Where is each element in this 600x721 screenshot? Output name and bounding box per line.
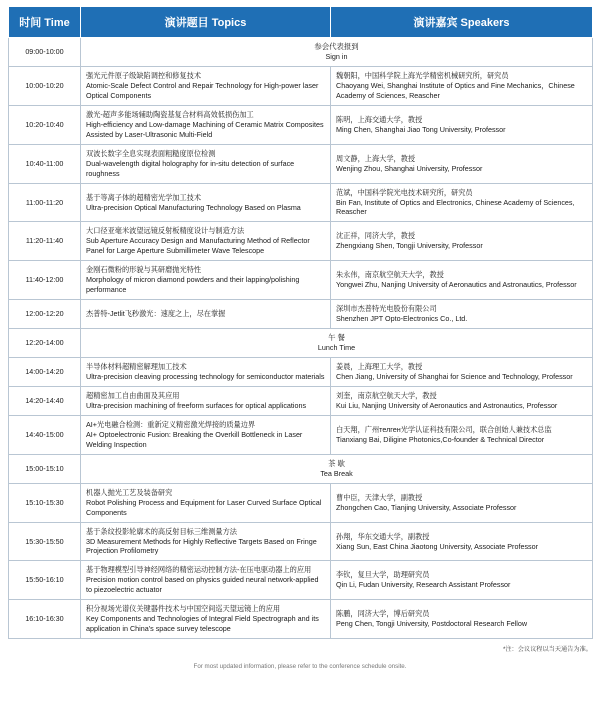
row-speaker — [331, 144, 593, 183]
row-topic-en: Sub Aperture Accuracy Design and Manufacturing Method of Reflector Panel for Large Aperture Submillimeter Wave Telescope — [86, 236, 310, 256]
row-time: 12:20-14:00 — [9, 328, 81, 357]
row-topic-cn: AI+光电融合检测：重新定义精密激光焊接的质量边界 — [86, 419, 256, 429]
row-speaker-en: Zhongchen Cao, Tianjing University, Associate Professor — [336, 502, 517, 512]
row-full-cell — [81, 38, 593, 67]
row-speaker-en: Wenjing Zhou, Shanghai University, Professor — [336, 163, 483, 173]
table-row — [9, 38, 593, 67]
row-topic — [81, 358, 331, 387]
row-topic-en: Atomic-Scale Defect Control and Repair Technology for High-power laser Optical Components — [86, 81, 319, 101]
row-speaker — [331, 261, 593, 300]
row-speaker-cn: 刘奎，南京航空航天大学，教授 — [336, 390, 437, 400]
table-header — [9, 7, 593, 38]
table-row — [9, 454, 593, 483]
row-speaker-cn: 周文静，上海大学，教授 — [336, 153, 416, 163]
row-topic — [81, 105, 331, 144]
table-row — [9, 144, 593, 183]
row-time: 12:00-12:20 — [9, 300, 81, 329]
row-topic-en: Ultra-precision cleaving processing technology for semiconductor materials — [86, 372, 325, 381]
header-speakers: 演讲嘉宾 Speakers — [331, 7, 593, 38]
row-speaker — [331, 386, 593, 415]
row-time: 10:20-10:40 — [9, 105, 81, 144]
table-row — [9, 261, 593, 300]
row-topic — [81, 522, 331, 561]
row-full-cell — [81, 328, 593, 357]
row-speaker-cn: 孙翔，华东交通大学，副教授 — [336, 531, 430, 541]
header-row — [9, 7, 593, 38]
row-topic-cn: 激光-超声多能场辅助陶瓷基复合材料高效低损伤加工 — [86, 109, 254, 119]
footer-note: For most updated information, please refer to the conference schedule onsite. — [193, 663, 407, 671]
row-time: 15:30-15:50 — [9, 522, 81, 561]
row-time: 10:00-10:20 — [9, 67, 81, 106]
row-full-cn: 茶 歇 — [328, 458, 345, 468]
schedule-table — [8, 6, 593, 639]
row-speaker-en: Shenzhen JPT Opto-Electronics Co., Ltd. — [336, 313, 468, 323]
row-topic-cn: 基于物理模型引导神经网络的精密运动控制方法-在压电驱动器上的应用 — [86, 565, 312, 575]
row-topic-en: Dual-wavelength digital holography for in-situ detection of surface roughness — [86, 158, 295, 178]
row-topic-cn: 大口径亚毫米波望远镜反射板精度设计与制造方法 — [86, 226, 245, 236]
row-speaker-en: Peng Chen, Tongji University, Postdoctoral Research Fellow — [336, 619, 528, 629]
table-row — [9, 522, 593, 561]
row-time: 14:20-14:40 — [9, 386, 81, 415]
row-topic — [81, 261, 331, 300]
row-topic-cn: 半导体材料超精密解理加工技术 — [86, 362, 187, 372]
row-speaker-cn: 李钦，复旦大学，助理研究员 — [336, 570, 430, 580]
table-row — [9, 105, 593, 144]
row-speaker-cn: 沈正祥，同济大学，教授 — [336, 231, 416, 241]
row-topic-en: Precision motion control based on physics guided neural network-applied to piezoelectric actuator — [86, 575, 319, 595]
row-topic-cn: 超精密加工自由曲面及其应用 — [86, 390, 180, 400]
row-time: 09:00-10:00 — [9, 38, 81, 67]
table-row — [9, 415, 593, 454]
row-time: 15:00-15:10 — [9, 454, 81, 483]
row-full-en: Lunch Time — [317, 343, 356, 353]
row-topic — [81, 183, 331, 222]
row-speaker-en: Yongwei Zhu, Nanjing University of Aeronautics and Astronautics, Professor — [336, 280, 577, 290]
row-topic — [81, 561, 331, 600]
row-topic-cn: 金刚石微粉的形貌与其研磨抛光特性 — [86, 265, 202, 275]
row-speaker-cn: 曹中臣，天津大学，副教授 — [336, 492, 423, 502]
row-topic-en: AI+ Optoelectronic Fusion: Breaking the Overkill Bottleneck in Laser Welding Inspection — [86, 429, 303, 449]
row-speaker-en: Chaoyang Wei, Shanghai Institute of Optics and Fine Mechanics，Chinese Academy of Sciences, Reascher — [336, 81, 575, 101]
row-speaker — [331, 415, 593, 454]
table-body — [9, 38, 593, 639]
row-time: 14:00-14:20 — [9, 358, 81, 387]
row-speaker-cn: 朱永伟，南京航空航天大学，教授 — [336, 270, 444, 280]
row-topic — [81, 67, 331, 106]
row-topic-en: High-efficiency and Low-damage Machining of Ceramic Matrix Composites Assisted by Laser-Ultrasonic Multi-Field — [86, 119, 324, 139]
row-topic-cn: 积分视场光谱仪关键器件技术与中国空间巡天望远镜上的应用 — [86, 604, 281, 614]
table-row — [9, 300, 593, 329]
row-time: 10:40-11:00 — [9, 144, 81, 183]
row-full-cn: 参会代表报到 — [314, 42, 359, 51]
header-time: 时间 Time — [9, 7, 81, 38]
row-time: 15:10-15:30 — [9, 483, 81, 522]
row-speaker-cn: 深圳市杰普特光电股份有限公司 — [336, 304, 437, 314]
row-topic-cn: 基于条纹投影轮廓术的高反射目标三维测量方法 — [86, 526, 237, 536]
row-speaker — [331, 483, 593, 522]
table-row — [9, 222, 593, 261]
row-topic-en: 3D Measurement Methods for Highly Reflective Targets Based on Fringe Projection Profilometry — [86, 536, 317, 556]
row-topic — [81, 386, 331, 415]
row-time: 11:40-12:00 — [9, 261, 81, 300]
row-topic-en: Ultra-precision Optical Manufacturing Technology Based on Plasma — [86, 202, 301, 212]
row-topic — [81, 600, 331, 639]
row-full-cell — [81, 454, 593, 483]
row-speaker — [331, 522, 593, 561]
row-speaker-en: Xiang Sun, East China Jiaotong University, Associate Professor — [336, 541, 539, 551]
row-topic-en: Key Components and Technologies of Integral Field Spectrograph and its application in China's space survey telescope — [86, 614, 319, 634]
row-speaker-en: Tianxiang Bai, Diligine Photonics,Co-founder & Technical Director — [336, 434, 545, 444]
row-speaker-en: Chen Jiang, University of Shanghai for Science and Technology, Professor — [336, 372, 573, 381]
row-speaker-en: Bin Fan, Institute of Optics and Electronics, Chinese Academy of Sciences, Reascher — [336, 197, 575, 217]
row-speaker — [331, 67, 593, 106]
row-topic-en: Morphology of micron diamond powders and their lapping/polishing performance — [86, 275, 300, 295]
row-speaker-cn: 范斌，中国科学院光电技术研究所，研究员 — [336, 187, 473, 197]
row-speaker — [331, 600, 593, 639]
row-speaker-cn: 陈鹏，同济大学，博后研究员 — [336, 609, 430, 619]
row-topic — [81, 483, 331, 522]
row-topic — [81, 222, 331, 261]
table-row — [9, 483, 593, 522]
table-row — [9, 183, 593, 222]
row-speaker — [331, 300, 593, 329]
row-full-en: Sign in — [325, 52, 348, 62]
row-topic-cn: 基于等离子体的超精密光学加工技术 — [86, 192, 202, 202]
table-row — [9, 67, 593, 106]
row-full-en: Tea Break — [320, 468, 353, 478]
row-speaker-cn: 魏朝阳，中国科学院上海光学精密机械研究所，研究员 — [336, 71, 509, 81]
row-speaker-en: Qin Li, Fudan University, Research Assistant Professor — [336, 580, 511, 590]
row-speaker-cn: 姜晨，上海理工大学，教授 — [336, 362, 423, 372]
footnote: *注：会议议程以当天通告为准。 — [502, 646, 592, 654]
row-time: 16:10-16:30 — [9, 600, 81, 639]
row-time: 14:40-15:00 — [9, 415, 81, 454]
row-topic — [81, 300, 331, 329]
table-row — [9, 328, 593, 357]
row-full-cn: 午 餐 — [328, 332, 345, 342]
row-speaker — [331, 222, 593, 261]
row-time: 11:20-11:40 — [9, 222, 81, 261]
row-topic-en: Ultra-precision machining of freeform surfaces for optical applications — [86, 400, 307, 410]
row-topic-en: Robot Polishing Process and Equipment for Laser Curved Surface Optical Components — [86, 497, 322, 517]
row-speaker-en: Kui Liu, Nanjing University of Aeronautics and Astronautics, Professor — [336, 400, 558, 410]
row-topic-cn: 强光元件原子级缺陷调控和修复技术 — [86, 71, 202, 81]
row-speaker — [331, 105, 593, 144]
row-topic-cn: 机器人抛光工艺及装备研究 — [86, 487, 173, 497]
row-topic-cn: 双波长数字全息实现表面粗糙度原位检测 — [86, 148, 216, 158]
row-speaker-en: Zhengxiang Shen, Tongji University, Professor — [336, 241, 483, 251]
row-speaker-en: Ming Chen, Shanghai Jiao Tong University, Professor — [336, 124, 506, 134]
row-speaker — [331, 561, 593, 600]
row-time: 11:00-11:20 — [9, 183, 81, 222]
row-topic-cn: 杰普特-Jetlit飞秒激光：速度之上，尽在掌握 — [86, 309, 226, 318]
row-topic — [81, 415, 331, 454]
row-time: 15:50-16:10 — [9, 561, 81, 600]
table-row — [9, 600, 593, 639]
table-row — [9, 561, 593, 600]
row-speaker — [331, 358, 593, 387]
row-speaker-cn: 白天翔，广州телген光学认证科技有限公司，联合创始人兼技术总监 — [336, 424, 552, 434]
row-speaker-cn: 陈明，上海交通大学，教授 — [336, 114, 423, 124]
table-row — [9, 386, 593, 415]
row-topic — [81, 144, 331, 183]
table-row — [9, 358, 593, 387]
header-topics: 演讲题目 Topics — [81, 7, 331, 38]
row-speaker — [331, 183, 593, 222]
